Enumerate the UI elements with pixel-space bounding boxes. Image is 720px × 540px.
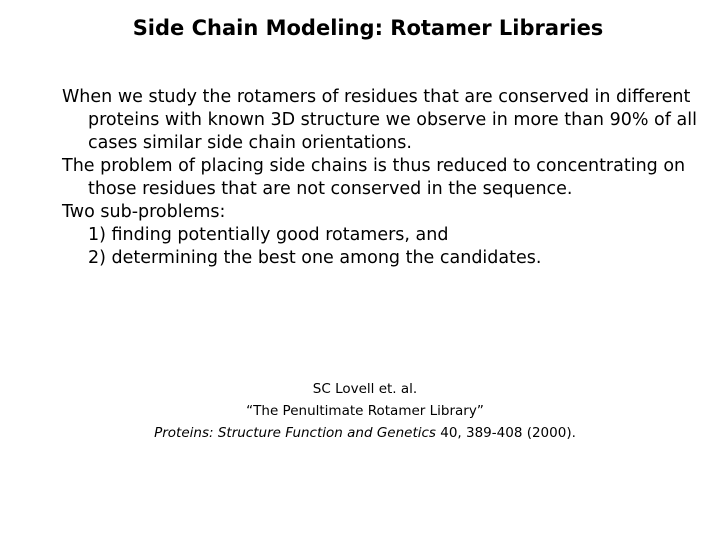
paragraph-conserved-rotamers: When we study the rotamers of residues that are conserved in different proteins with known 3D structure we observe in more than 90% of all cases similar side chain orientations. [62,87,697,153]
paragraph-sub-problems-heading: Two sub-problems: [62,202,226,222]
citation-title: “The Penultimate Rotamer Library” [246,403,484,419]
slide-title: Side Chain Modeling: Rotamer Libraries [132,16,604,40]
citation-journal: Proteins: Structure Function and Genetics [154,425,436,441]
sub-problem-item: 1) finding potentially good rotamers, and [88,225,449,245]
citation-details: 40, 389-408 (2000). [435,425,576,441]
citation [0,378,720,444]
citation-source [0,422,720,444]
citation-authors: SC Lovell et. al. [312,381,418,397]
sub-problem-item: 2) determining the best one among the candidates. [88,248,542,268]
slide-body [62,86,712,270]
paragraph-problem-reduction: The problem of placing side chains is thus reduced to concentrating on those residues that are not conserved in the sequence. [62,156,686,199]
